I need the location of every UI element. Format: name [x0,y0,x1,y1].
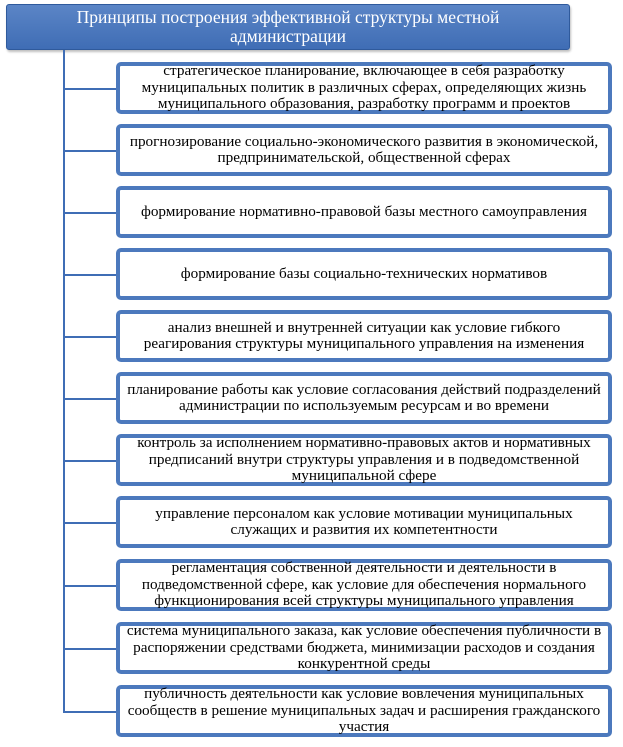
principle-text-2: прогнозирование социально-экономического развития в экономической, предпринимательской, общественной сферах [129,132,599,166]
principle-box-10 [116,622,612,674]
principle-box-3 [116,186,612,238]
principle-box-1 [116,62,612,114]
connector-2 [63,150,116,152]
principle-text-10: система муниципального заказа, как условие обеспечения публичности в распоряжении средствами бюджета, минимизации расходов и создания конкурентной среды [126,622,602,673]
connector-11 [63,711,116,713]
principle-box-6 [116,372,612,424]
principle-box-4 [116,248,612,300]
principle-text-4: формирование базы социально-технических нормативов [180,264,548,282]
connector-8 [63,522,116,524]
principle-box-11 [116,685,612,737]
principle-text-5: анализ внешней и внутренней ситуации как условие гибкого реагирования структуры муниципального управления на изменения [143,318,585,352]
principle-box-9 [116,559,612,611]
principle-text-11: публичность деятельности как условие вовлечения муниципальных сообществ в решение муниципальных задач и расширения гражданского участия [127,685,601,736]
connector-6 [63,398,116,400]
principle-text-8: управление персоналом как условие мотивации муниципальных служащих и развития их компетентности [155,504,573,538]
principle-text-9: регламентация собственной деятельности и деятельности в подведомственной сфере, как условие для обеспечения нормального функционирования всей структуры муниципального управления [141,559,587,610]
principle-text-1: стратегическое планирование, включающее в себя разработку муниципальных политик в различных сферах, определяющих жизнь муниципального образования, разработку программ и проектов [141,62,587,113]
connector-4 [63,274,116,276]
connector-1 [63,88,116,90]
diagram-title-text: Принципы построения эффективной структуры местной администрации [76,7,500,46]
principle-box-8 [116,496,612,548]
connector-3 [63,212,116,214]
connector-9 [63,585,116,587]
principle-box-7 [116,434,612,486]
principle-box-2 [116,124,612,176]
connector-5 [63,336,116,338]
principle-text-3: формирование нормативно-правовой базы местного самоуправления [140,202,587,220]
principle-text-6: планирование работы как условие согласования действий подразделений администрации по используемым ресурсам и во времени [127,380,601,414]
principle-text-7: контроль за исполнением нормативно-правовых актов и нормативных предписаний внутри структуры управления и в подведомственной муниципальной сфере [137,434,591,485]
connector-7 [63,460,116,462]
diagram-title [6,4,570,50]
principle-box-5 [116,310,612,362]
connector-10 [63,648,116,650]
